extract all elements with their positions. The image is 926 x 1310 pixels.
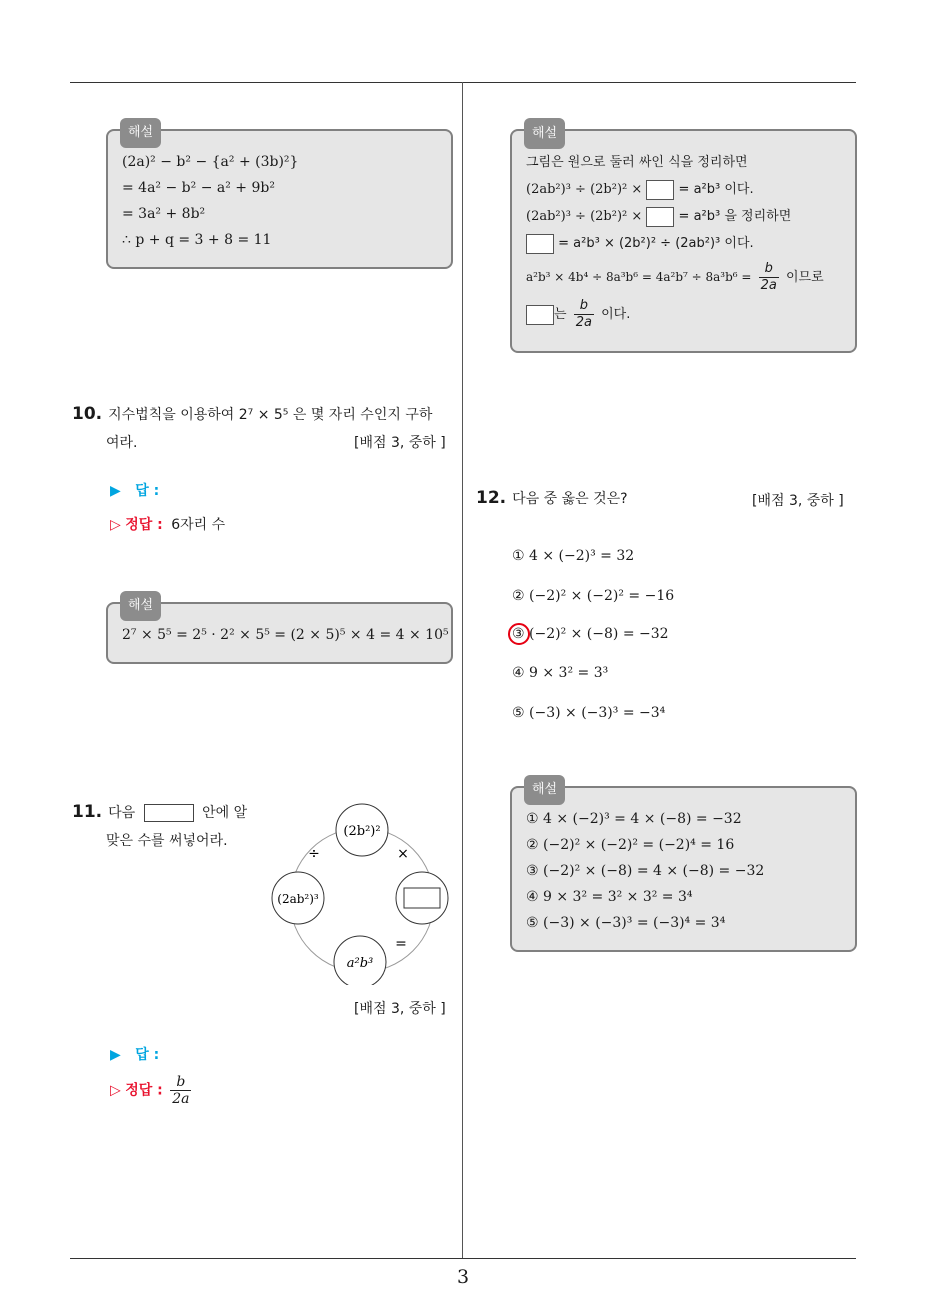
expr-fraction [574,298,594,331]
q11-score: [배점 3, 중하 ] [354,1001,446,1017]
q10-text-line2: 여라. [106,435,138,451]
expr-mid: 는 [554,307,567,322]
explanation-line: ② (−2)² × (−2)² = (−2)⁴ = 16 [526,837,735,853]
column-divider [462,82,463,1258]
explanation-line: ③ (−2)² × (−8) = 4 × (−8) = −32 [526,863,765,879]
expr-right: = a²b³ 이다. [678,182,754,197]
answer-blank [144,804,194,822]
fraction-numerator: b [170,1074,191,1091]
q10-number: 10. [72,404,103,424]
bottom-rule [70,1258,856,1259]
q10-answer-row [110,480,159,500]
divide-operator: ÷ [308,846,320,862]
explanation-line: (2a)² − b² − {a² + (3b)²} [122,154,299,170]
q11-correct-fraction [170,1074,191,1107]
q10-correct-row [110,514,225,534]
node-left-label: (2ab²)³ [277,892,319,906]
explanation-line-4 [526,230,843,257]
explanation-line-2 [526,176,843,203]
q12-choice-1[interactable]: ① 4 × (−2)³ = 32 [512,548,635,564]
explanation-line: ∴ p + q = 3 + 8 = 11 [122,232,272,248]
expr-left: (2ab²)³ ÷ (2b²)² × [526,182,643,197]
q12-score: [배점 3, 중하 ] [752,493,844,509]
expr-end: 이다. [601,307,631,322]
q12-text [476,488,628,508]
q11-correct-label: 정답 : [125,1082,163,1099]
explanation-line: 2⁷ × 5⁵ = 2⁵ · 2² × 5⁵ = (2 × 5)⁵ × 4 = 4 × 10⁵ [122,627,449,643]
q11-correct-row [110,1074,194,1107]
node-top-label: (2b²)² [343,824,381,839]
q11-answer-label: 답 : [135,1047,160,1063]
explanation-line: 그림은 원으로 둘러 싸인 식을 정리하면 [526,155,748,170]
answer-blank [646,207,674,227]
q12-question: 다음 중 옳은 것은? [512,491,628,507]
explanation-tag: 해설 [120,591,161,621]
q11-text-after: 안에 알 [202,805,248,821]
q10-correct-value: 6자리 수 [171,517,226,533]
fraction-numerator: b [759,261,779,278]
fraction-denominator: 2a [760,278,777,293]
top-rule [70,82,856,83]
q11-text-line2: 맞은 수를 써넣어라. [106,833,228,849]
q10-text-line1 [72,404,432,424]
q11-text-before: 다음 [108,805,136,821]
q12-choice-3[interactable]: ③ (−2)² × (−8) = −32 [512,626,669,642]
explanation-box-q9 [106,125,453,269]
explanation-box-q10 [106,598,453,664]
equals-operator: = [395,936,407,952]
explanation-line-5 [526,261,843,294]
expr-right: = a²b³ × (2b²)² ÷ (2ab²)³ 이다. [558,236,754,251]
node-bottom-label: a²b³ [346,956,374,971]
explanation-line: ⑤ (−3) × (−3)³ = (−3)⁴ = 3⁴ [526,915,726,931]
explanation-line: ① 4 × (−2)³ = 4 × (−8) = −32 [526,811,742,827]
q12-choice-5[interactable]: ⑤ (−3) × (−3)³ = −3⁴ [512,705,666,721]
expr-fraction [759,261,779,294]
expr-left: a²b³ × 4b⁴ ÷ 8a³b⁶ = 4a²b⁷ ÷ 8a³b⁶ = [526,270,752,284]
explanation-line-3 [526,203,843,230]
answer-blank [526,234,554,254]
diagram-blank [404,888,440,908]
q10-correct-label: 정답 : [125,517,163,533]
q12-number: 12. [476,488,507,508]
q12-choice-4[interactable]: ④ 9 × 3² = 3³ [512,665,609,681]
q11-text-line1 [72,802,247,822]
play-icon: ▶ [110,1047,121,1063]
play-outline-icon: ▷ [110,517,121,533]
expr-left: (2ab²)³ ÷ (2b²)² × [526,209,643,224]
q11-answer-row [110,1044,159,1064]
answer-blank [646,180,674,200]
page-number: 3 [456,1266,470,1288]
q12-choice-2[interactable]: ② (−2)² × (−2)² = −16 [512,588,675,604]
explanation-line-6 [526,298,843,331]
times-operator: × [397,846,409,862]
play-icon: ▶ [110,483,121,499]
expr-right: = a²b³ 을 정리하면 [678,209,792,224]
q11-number: 11. [72,802,103,822]
q10-answer-label: 답 : [135,483,160,499]
explanation-tag: 해설 [120,118,161,148]
explanation-box-q12 [510,782,857,952]
selected-answer-mark-icon [508,623,530,645]
explanation-line: ④ 9 × 3² = 3² × 3² = 3⁴ [526,889,693,905]
cycle-diagram [262,800,462,985]
fraction-denominator: 2a [172,1091,190,1107]
fraction-denominator: 2a [575,315,592,330]
explanation-line: = 3a² + 8b² [122,206,206,222]
explanation-line: = 4a² − b² − a² + 9b² [122,180,275,196]
answer-blank [526,305,554,325]
fraction-numerator: b [574,298,594,315]
q10-text: 지수법칙을 이용하여 2⁷ × 5⁵ 은 몇 자리 수인지 구하 [108,407,433,423]
expr-end: 이므로 [786,270,824,285]
q10-score: [배점 3, 중하 ] [354,435,446,451]
explanation-box-q11 [510,126,857,353]
explanation-tag: 해설 [524,118,565,149]
play-outline-icon: ▷ [110,1082,121,1099]
explanation-tag: 해설 [524,775,565,805]
